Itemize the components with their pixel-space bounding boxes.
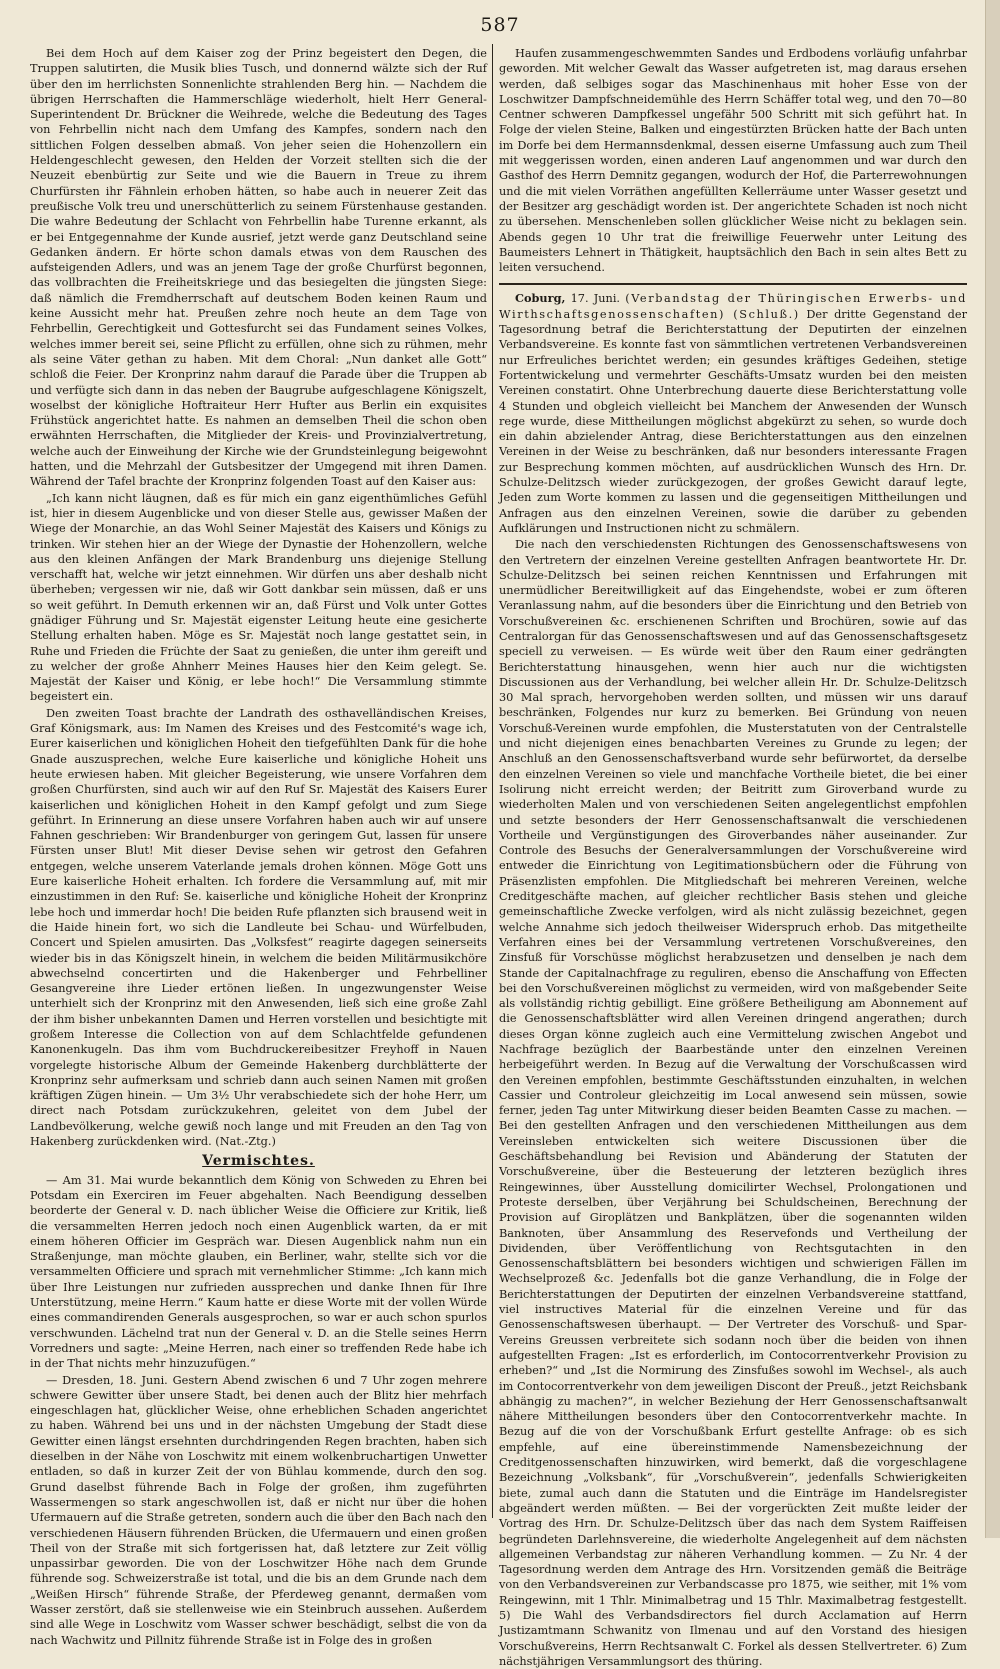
misc-paragraph: — Am 31. Mai wurde bekanntlich dem König von Schweden zu Ehren bei Potsdam ein Exerciren im Feuer abgehalten. Nach Beendigung desselben beorderte der General v. D. nach üblicher Weise die Officiere zur Kritik, ließ die versammelten Herren jedoch noch einen Augenblick warten, da er mit einem höheren Officier im Gespräch war. Diesen Augenblick nahm nun ein Straßenjunge, man möchte glauben, ein Berliner, wahr, stellte sich vor die versammelten Officiere und sprach mit vernehmlicher Stimme: „Ich kann mich über Ihre Leistungen nur zufrieden aussprechen und danke Ihnen für Ihre Unterstützung, meine Herrn.“ Kaum hatte er diese Worte mit der vollen Würde eines commandirenden Generals ausgesprochen, so war er auch schon spurlos verschwunden. Lächelnd trat nun der General v. D. an die Stelle seines Herrn Vorredners und sagte: „Meine Herren, nach einer so treffenden Rede habe ich in der That nichts mehr hinzuzufügen.“ [30, 1173, 487, 1371]
article-paragraph: Den zweiten Toast brachte der Landrath des osthavelländischen Kreises, Graf Königsmark, aus: Im Namen des Kreises und des Festcomité's wage ich, Eurer kaiserlichen und königlichen Hoheit den tiefgefühlten Dank für die hohe Gnade auszusprechen, welche Eure kaiserliche und königliche Hoheit uns heute erwiesen haben. Mit gleicher Begeisterung, wie unsere Vorfahren dem großen Churfürsten, sind auch wir auf den Ruf Sr. Majestät des Kaisers Eurer kaiserlichen und königlichen Hoheit in den Kampf gefolgt und zum Siege geführt. In Erinnerung an diese unsere Vorfahren haben auch wir auf unsere Fahnen geschrieben: Wir Brandenburger von geringem Gut, lassen für unsere Fürsten unser Blut! Mit dieser Devise sehen wir getrost den Gefahren entgegen, welche unserem Vaterlande jemals drohen können. Möge Gott uns Eure kaiserliche Hoheit erhalten. Ich fordere die Versammlung auf, mit mir einzustimmen in den Ruf: Se. kaiserliche und königliche Hoheit der Kronprinz lebe hoch und immerdar hoch! Die beiden Rufe pflanzten sich brausend weit in die Haide hinein fort, wo sich die Landleute bei Schau- und Würfelbuden, Concert und Spielen amusirten. Das „Volksfest“ reagirte dagegen seinerseits wieder bis in das Königszelt hinein, in welchem die beiden Militärmusikchöre abwechselnd concertirten und die Hakenberger und Fehrbelliner Gesangvereine ihre Lieder ertönen ließen. In ungezwungenster Weise unterhielt sich der Kronprinz mit den Anwesenden, ließ sich eine große Zahl der ihm bisher unbekannten Damen und Herren vorstellen und besichtigte mit großem Interesse die Collection von auf dem Schlachtfelde gefundenen Kanonenkugeln. Das ihm vom Buchdruckereibesitzer Freyhoff in Nauen vorgelegte historische Album der Gemeinde Hakenberg durchblätterte der Kronprinz sehr aufmerksam und schrieb dann auch seinen Namen mit großen kräftigen Zügen hinein. — Um 3½ Uhr verabschiedete sich der hohe Herr, um direct nach Potsdam zurückzukehren, geleitet von dem Jubel der Landbevölkerung, welche gewiß noch lange und mit Freuden an den Tag von Hakenberg zurückdenken wird. (Nat.-Ztg.) [30, 706, 487, 1149]
coburg-title: (Verbandstag der Thüringischen Erwerbs- und Wirthschaftsgenossenschaften) (Schluß.) [499, 292, 967, 321]
article-paragraph: „Ich kann nicht läugnen, daß es für mich ein ganz eigenthümliches Gefühl ist, hier in diesem Augenblicke und von dieser Stelle aus, gewisser Maßen der Wiege der Monarchie, an das Wohl Seiner Majestät des Kaisers und Königs zu trinken. Wir stehen hier an der Wiege der Dynastie der Hohenzollern, welche aus den kleinen Anfängen der Mark Brandenburg uns diejenige Stellung verschafft hat, welche wir jetzt einnehmen. Wir dürfen uns aber deshalb nicht überheben; vergessen wir nie, daß wir Gott dankbar sein müssen, daß er uns so weit geführt. In Demuth erkennen wir an, daß Fürst und Volk unter Gottes gnädiger Führung und Sr. Majestät eigenster Leitung heute eine gesicherte Stellung erhalten haben. Möge es Sr. Majestät noch lange gestattet sein, in Ruhe und Frieden die Früchte der Saat zu genießen, die unter ihm gereift und zu welcher der große Ahnherr Meines Hauses hier den Keim gelegt. Se. Majestät der Kaiser und König, er lebe hoch!“ Die Versammlung stimmte begeistert ein. [30, 491, 487, 704]
article-separator [499, 283, 967, 285]
coburg-paragraph: Die nach den verschiedensten Richtungen des Genossenschaftswesens von den Vertretern der einzelnen Vereine gestellten Anfragen beantwortete Hr. Dr. Schulze-Delitzsch bei seinen reichen Kenntnissen und Erfahrungen mit unermüdlicher Bereitwilligkeit auf das Eingehendste, wobei er zum öfteren Veranlassung nahm, auf die besonders über die Einrichtung und den Betrieb von Vorschußvereinen &c. erschienenen Schriften und Brochüren, sowie auf das Centralorgan für das Genossenschaftswesen und auf das Genossenschaftsgesetz speciell zu verweisen. — Es würde weit über den Raum einer gedrängten Berichterstattung hinausgehen, wenn hier auch nur die wichtigsten Discussionen aus der Verhandlung, bei welcher allein Hr. Dr. Schulze-Delitzsch 30 Mal sprach, hervorgehoben werden sollten, und müssen wir uns darauf beschränken, Folgendes nur kurz zu bemerken. Bei Gründung von neuen Vorschuß-Vereinen wurde empfohlen, die Musterstatuten von der Centralstelle und nicht diejenigen eines benachbarten Vereines zu Grunde zu legen; der Anschluß an den Genossenschaftsverband wurde sehr befürwortet, da derselbe den einzelnen Vereinen so viele und manchfache Vortheile bietet, die bei einer Isolirung nicht erreicht werden; der Beitritt zum Giroverband wurde zu wiederholten Malen und von verschiedenen Seiten angelegentlichst empfohlen und setzte besonders der Herr Genossenschaftsanwalt die verschiedenen Vortheile und Vergünstigungen des Giroverbandes näher auseinander. Zur Controle des Besuchs der Generalversammlungen der Vorschußvereine wird entweder die Einrichtung von Legitimationsbüchern oder die Führung von Präsenzlisten empfohlen. Die Mitgliedschaft bei mehreren Vereinen, welche Creditgeschäfte machen, auf gleicher rechtlicher Basis stehen und gleiche gemeinschaftliche Zwecke verfolgen, wird als nicht zulässig bezeichnet, gegen welche Annahme sich jedoch theilweiser Widerspruch erhob. Das mitgetheilte Verfahren eines bei der Versammlung vertretenen Vorschußvereines, den Zinsfuß für Vorschüsse möglichst herabzusetzen und denselben je nach dem Stande der Capitalnachfrage zu reguliren, ebenso die Anschaffung von Effecten bei den Vorschußvereinen möglichst zu vermeiden, wird von maßgebender Seite als vollständig richtig gebilligt. Eine größere Betheiligung am Abonnement auf die Genossenschaftsblätter wird allen Vereinen dringend angerathen; durch dieses Organ könne zugleich auch eine Vermittelung zwischen Angebot und Nachfrage bezüglich der Baarbestände unter den einzelnen Vereinen herbeigeführt werden. In Bezug auf die Verwaltung der Vorschußcassen wird den Vereinen empfohlen, bestimmte Geschäftsstunden einzuhalten, in welchen Cassier und Controleur gleichzeitig im Local anwesend sein müssen, sowie ferner, jeden Tag unter Mitwirkung dieser beiden Beamten Casse zu machen. — Bei den gestellten Anfragen und den verschiedenen Mittheilungen aus dem Vereinsleben entwickelten sich weitere Discussionen über die Geschäftsbehandlung bei Revision und Abänderung der Statuten der Vorschußvereine, über die Besteuerung der letzteren bezüglich ihres Reingewinnes, über Ausstellung domicilirter Wechsel, Prolongationen und Proteste derselben, über Verjährung bei Schuldscheinen, Berechnung der Provision auf Giroplätzen und Bankplätzen, über die sogenannten wilden Banknoten, über Ansammlung des Reservefonds und Vertheilung der Dividenden, über Veröffentlichung von Rechtsgutachten in den Genossenschaftsblättern bei besonders wichtigen und schwierigen Fällen im Wechselprozeß &c. Jedenfalls bot die ganze Verhandlung, die in Folge der Berichterstattungen der Deputirten der einzelnen Verbandsvereine stattfand, viel instructives Material für die einzelnen Vereine und für das Genossenschaftswesen überhaupt. — Der Vertreter des Vorschuß- und Spar-Vereins Greussen verbreitete sich sodann noch über die beiden von ihnen aufgestellten Fragen: „Ist es erforderlich, im Contocorrentverkehr Provision zu erheben?“ und „Ist die Normirung des Zinsfußes sowohl im Wechsel-, als auch im Contocorrentverkehr von dem jeweiligen Discont der Preuß., jetzt Reichsbank abhängig zu machen?“, in welcher Beziehung der Herr Genossenschaftsanwalt nähere Mittheilungen besonders über den Contocorrentverkehr machte. In Bezug auf die von der Vorschußbank Erfurt gestellte Anfrage: ob es sich empfehle, auf eine übereinstimmende Namensbezeichnung der Creditgenossenschaften hinzuwirken, wird bemerkt, daß die vorgeschlagene Bezeichnung „Volksbank“, für „Vorschußverein“, jedenfalls Schwierigkeiten biete, zumal auch dann die Statuten und die Einträge im Handelsregister abgeändert werden müßten. — Bei der vorgerückten Zeit mußte leider der Vortrag des Hrn. Dr. Schulze-Delitzsch über das nach dem System Raiffeisen begründeten Darlehnsvereine, die wiederholte Angelegenheit auf dem nächsten allgemeinen Verbandstag zur näheren Verhandlung kommen. — Zu Nr. 4 der Tagesordnung werden dem Antrage des Hrn. Vorsitzenden gemäß die Beiträge von den Verbandsvereinen zur Verbandscasse pro 1875, wie seither, mit 1% vom Reingewinn, mit 1 Thlr. Minimalbetrag und 15 Thlr. Maximalbetrag festgestellt. 5) Die Wahl des Verbandsdirectors fiel durch Acclamation auf Herrn Justizamtmann Schwanitz von Ilmenau und auf den Vorstand des hiesigen Vorschußvereins, Herrn Rechtsanwalt C. Forkel als dessen Stellvertreter. 6) Zum nächstjährigen Versammlungsort des thüring. [499, 538, 967, 1668]
article-paragraph: Haufen zusammengeschwemmten Sandes und Erdbodens vorläufig unfahrbar geworden. Mit welcher Gewalt das Wasser aufgetreten ist, mag daraus ersehen werden, daß selbiges sogar das Maschinenhaus mit hoher Esse von der Loschwitzer Dampfschneidemühle des Herrn Schäffer total weg, und den 70—80 Centner schweren Dampfkessel ungefähr 500 Schritt mit sich geführt hat. In Folge der vielen Steine, Balken und eingestürzten Brücken hatte der Bach unten im Dorfe bei dem Hermannsdenkmal, dessen eiserne Umfassung auch zum Theil mit weggerissen worden, einen anderen Lauf angenommen und war durch den Gasthof des Herrn Demnitz gegangen, wodurch der Hof, die Parterrewohnungen und die mit vielen Vorräthen angefüllten Kellerräume unter Wasser gesetzt und der Besitzer arg geschädigt worden ist. Der angerichtete Schaden ist noch nicht zu übersehen. Menschenleben sollen glücklicher Weise nicht zu beklagen sein. Abends gegen 10 Uhr trat die freiwillige Feuerwehr unter Leitung des Baumeisters Lehnert in Thätigkeit, hauptsächlich den Bach in sein altes Bett zu leiten versuchend. [499, 47, 967, 275]
article-paragraph: Bei dem Hoch auf dem Kaiser zog der Prinz begeistert den Degen, die Truppen salutirten, die Musik blies Tusch, und donnernd wälzte sich der Ruf über den im herrlichsten Sonnenlichte strahlenden Berg hin. — Nachdem die übrigen Herrschaften die Hammerschläge wiederholt, hielt Herr General-Superintendent Dr. Brückner die Weihrede, welche die Bedeutung des Tages von Fehrbellin nicht nach dem Umfang des Kampfes, sondern nach den sittlichen Folgen desselben abmaß. Von jeher seien die Hohenzollern ein Heldengeschlecht gewesen, den Helden der Vorzeit stellten sich die der Neuzeit ebenbürtig zur Seite und wie die Bauern in Treue zu ihrem Churfürsten ihr Fähnlein erhoben hätten, so habe auch in neuerer Zeit das preußische Volk treu und unerschütterlich zu seinem Fürstenhause gestanden. Die wahre Bedeutung der Schlacht von Fehrbellin habe Turenne erkannt, als er bei Entgegennahme der Kunde ausrief, jetzt werde ganz Deutschland seine Gedanken ändern. Er hörte schon damals etwas von dem Rauschen des aufsteigenden Adlers, und was an jenem Tage der große Churfürst begonnen, das vollbrachten die Freiheitskriege und das besiegelten die jüngsten Siege: daß nämlich die Fremdherrschaft auf deutschem Boden keinen Raum und keine Aussicht mehr hat. Preußen zehre noch heute an dem Tage von Fehrbellin, Gerechtigkeit und Gottesfurcht sei das Fundament seines Volkes, welches immer bereit sei, seine Pflicht zu erfüllen, ohne sich zu rühmen, mehr als seine Väter gethan zu haben. Mit dem Choral: „Nun danket alle Gott“ schloß die Feier. Der Kronprinz nahm darauf die Parade über die Truppen ab und verfügte sich dann in das neben der Baugrube aufgeschlagene Königszelt, woselbst der königliche Hoftraiteur Herr Hufter aus Berlin ein exquisites Frühstück angerichtet hatte. Es nahmen an demselben Theil die schon oben erwähnten Herrschaften, die Mitglieder der Kreis- und Provinzialvertretung, welche auch der Einweihung der Kirche wie der Grundsteinlegung beigewohnt hatten, und die Mehrzahl der Gutsbesitzer der Umgegend mit ihren Damen. Während der Tafel brachte der Kronprinz folgenden Toast auf den Kaiser aus: [30, 47, 487, 489]
left-column [30, 46, 487, 1647]
page-number: 587 [480, 14, 520, 36]
coburg-dateline: Coburg, [515, 291, 566, 306]
coburg-lead-paragraph [499, 291, 967, 536]
coburg-lead-text: Der dritte Gegenstand der Tagesordnung betraf die Berichterstattung der Deputirten der einzelnen Verbandsvereine. Es konnte fast von sämmtlichen vertretenen Verbandsvereinen nur Erfreuliches berichtet werden; ein gesundes kräftiges Gedeihen, stetige Fortentwickelung und vermehrter Geschäfts-Umsatz wurden bei den meisten Vereinen constatirt. Ohne Unterbrechung dauerte diese Berichterstattung volle 4 Stunden und obgleich vielleicht bei Manchem der Anwesenden der Wunsch rege wurde, diese Mittheilungen möglichst abgekürzt zu sehen, so wurde doch ein dahin abzielender Antrag, diese Berichterstattungen aus den einzelnen Vereinen in der Weise zu beschränken, daß nur besonders interessante Fragen zur Besprechung kommen möchten, auf ausdrücklichen Wunsch des Hrn. Dr. Schulze-Delitzsch wieder zurückgezogen, der großes Gewicht darauf legte, Jeden zum Worte kommen zu lassen und die gegenseitigen Mittheilungen und Anfragen aus den einzelnen Vereinen, sowie die darüber zu gebenden Aufklärungen und Instructionen nicht zu schmälern. [499, 307, 967, 535]
coburg-date: 17. Juni. [570, 292, 621, 306]
column-divider [492, 44, 493, 1518]
misc-paragraph: — Dresden, 18. Juni. Gestern Abend zwischen 6 und 7 Uhr zogen mehrere schwere Gewitter über unsere Stadt, bei denen auch der Blitz hier mehrfach eingeschlagen hat, glücklicher Weise, ohne erheblichen Schaden angerichtet zu haben. Während bei uns und in der nächsten Umgebung der Stadt diese Gewitter einen längst ersehnten durchdringenden Regen brachten, haben sich dieselben in der Nähe von Loschwitz mit einem wolkenbruchartigen Unwetter entladen, so daß in kurzer Zeit der von Bühlau kommende, durch den sog. Grund daselbst führende Bach in Folge der großen, ihm zugeführten Wassermengen so stark angeschwollen ist, daß er nicht nur über die hohen Ufermauern auf die Straße getreten, sondern auch die über den Bach nach den verschiedenen Häusern führenden Brücken, die Ufermauern und einen großen Theil von der Straße mit sich fortgerissen hat, daß letztere zur Zeit völlig unpassirbar geworden. Die von der Loschwitzer Höhe nach dem Grunde führende sog. Schweizerstraße ist total, und die bis an dem Grunde nach dem „Weißen Hirsch“ führende Straße, der Pferdeweg genannt, dermaßen vom Wasser zerstört, daß sie stellenweise wie ein Steinbruch aussehen. Außerdem sind alle Wege in Loschwitz vom Wasser schwer beschädigt, selbst die von da nach Wachwitz und Pillnitz führende Straße ist in Folge des in großen [30, 1373, 487, 1647]
right-column [499, 46, 967, 1668]
section-heading-vermischtes: Vermischtes. [202, 1153, 315, 1170]
scan-edge [985, 0, 1000, 1538]
